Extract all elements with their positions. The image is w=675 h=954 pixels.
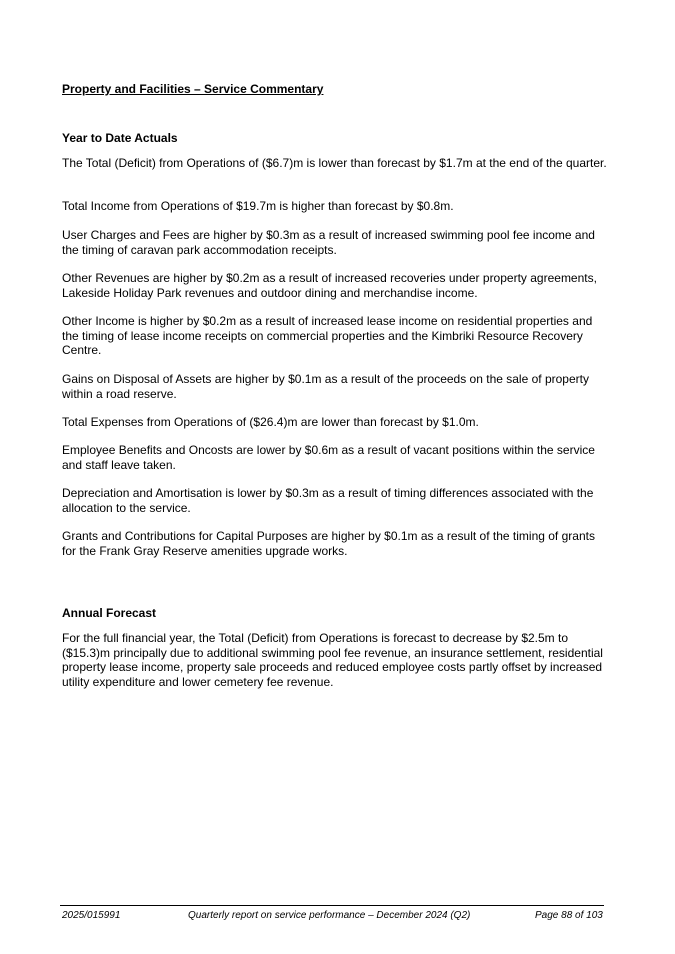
ytd-paragraph: Other Income is higher by $0.2m as a result of increased lease income on residential properties and the timing of lease income receipts on commercial properties and the Kimbriki Resource Recovery Centre. [62, 314, 593, 357]
ytd-paragraph: Employee Benefits and Oncosts are lower by $0.6m as a result of vacant positions within the service and staff leave taken. [62, 443, 595, 472]
ytd-paragraph: The Total (Deficit) from Operations of ($6.7)m is lower than forecast by $1.7m at the end of the quarter. [62, 156, 607, 170]
forecast-heading: Annual Forecast [62, 606, 157, 620]
ytd-paragraph: Total Income from Operations of $19.7m is higher than forecast by $0.8m. [62, 199, 454, 213]
footer-reference: 2025/015991 [62, 910, 121, 921]
ytd-paragraph: User Charges and Fees are higher by $0.3m as a result of increased swimming pool fee income and the timing of caravan park accommodation receipts. [62, 228, 595, 257]
ytd-paragraph: Other Revenues are higher by $0.2m as a result of increased recoveries under property agreements, Lakeside Holiday Park revenues and outdoor dining and merchandise income. [62, 271, 597, 300]
ytd-heading: Year to Date Actuals [62, 131, 178, 145]
ytd-paragraph: Depreciation and Amortisation is lower by $0.3m as a result of timing differences associated with the allocation to the service. [62, 486, 594, 515]
ytd-paragraph: Total Expenses from Operations of ($26.4)m are lower than forecast by $1.0m. [62, 415, 479, 429]
ytd-paragraph: Gains on Disposal of Assets are higher by $0.1m as a result of the proceeds on the sale of property within a road reserve. [62, 372, 589, 401]
ytd-paragraph: Grants and Contributions for Capital Purposes are higher by $0.1m as a result of the timing of grants for the Frank Gray Reserve amenities upgrade works. [62, 529, 595, 558]
footer-divider [60, 905, 604, 906]
footer-report-title: Quarterly report on service performance – December 2024 (Q2) [188, 910, 471, 921]
forecast-paragraph: For the full financial year, the Total (Deficit) from Operations is forecast to decrease by $2.5m to ($15.3)m principally due to additional swimming pool fee revenue, an insurance settlement, residential property lease income, property sale proceeds and reduced employee costs partly offset by increased utility expenditure and lower cemetery fee revenue. [62, 631, 603, 689]
footer-page-number: Page 88 of 103 [535, 910, 603, 921]
page-title: Property and Facilities – Service Commentary [62, 82, 324, 96]
